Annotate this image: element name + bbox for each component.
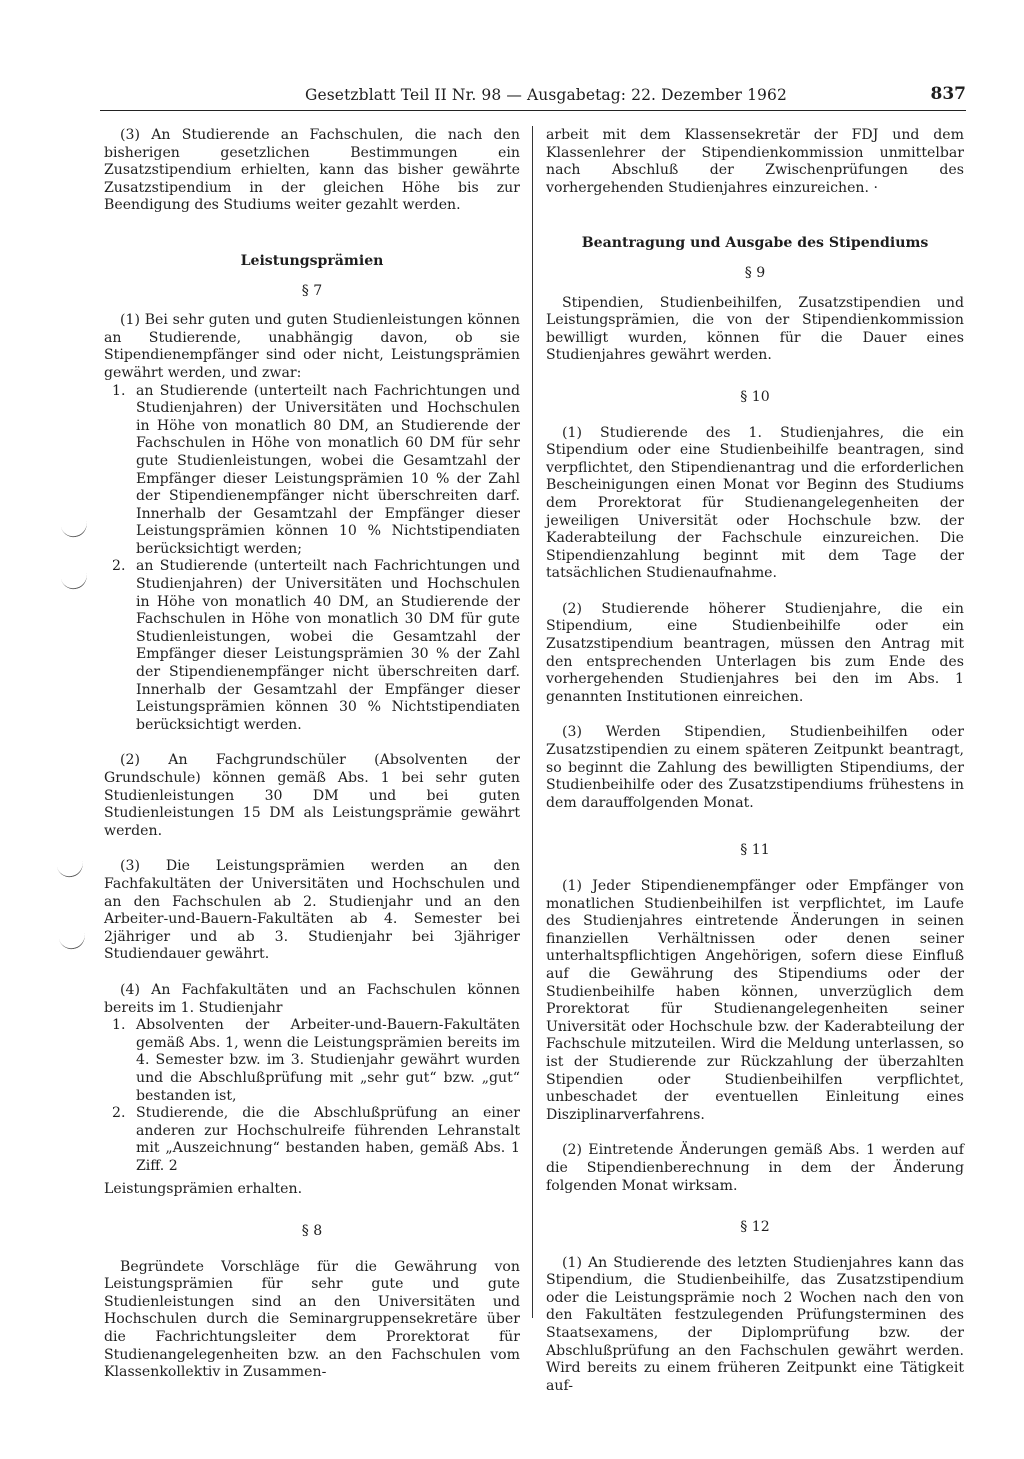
paragraph: (2) An Fachgrundschüler (Absolventen der Grundschule) können gemäß Abs. 1 bei sehr guten Studienleistungen 30 DM und bei guten Studienleistungen 15 DM als Leistungsprämie gewährt werden.: [104, 752, 520, 839]
numbered-list: [104, 1017, 520, 1175]
list-text: an Studierende (unterteilt nach Fachrichtungen und Studienjahren) der Universitäten und Hochschulen in Höhe von monatlich 80 DM, an Studierende der Fachschulen in Höhe von monatlich 60 DM für sehr gute Studienleistungen, wobei die Gesamtzahl der Empfänger dieser Leistungsprämien 10 % der Zahl der Stipendienempfänger nicht überschreiten darf. Innerhalb der Gesamtzahl der Empfänger dieser Leistungsprämien können 10 % Nichtstipendiaten berücksichtigt werden;: [136, 382, 520, 557]
paragraph: (2) Eintretende Änderungen gemäß Abs. 1 werden auf die Stipendienberechnung in dem der Änderung folgenden Monat wirksam.: [546, 1142, 964, 1194]
list-item: [104, 1105, 520, 1175]
paragraph: Begründete Vorschläge für die Gewährung von Leistungsprämien für sehr gute und gute Studienleistungen sind an den Universitäten und Hochschulen durch die Seminargruppensekretäre über die Fachrichtungsleiter dem Prorektorat für Studienangelegenheiten bzw. an den Fachschulen vom Klassenkollektiv in Zusammen-: [104, 1258, 520, 1381]
list-number: 1.: [112, 1017, 126, 1034]
paragraph: (1) An Studierende des letzten Studienjahres kann das Stipendium, die Studienbeihilfe, das Zusatzstipendium oder die Leistungsprämie noch 2 Wochen nach den von den Fakultäten festzulegenden Prüfungsterminen des Staatsexamens, der Diplomprüfung bzw. der Abschlußprüfung an den Fachschulen gewährt werden. Wird bereits zu einem früheren Zeitpunkt eine Tätigkeit auf-: [546, 1254, 964, 1394]
paragraph: (3) Werden Stipendien, Studienbeihilfen oder Zusatzstipendien zu einem späteren Zeitpunkt beantragt, so beginnt die Zahlung des bewilligten Stipendiums, der Studienbeihilfe oder des Zusatzstipendiums frühestens in dem darauffolgenden Monat.: [546, 724, 964, 811]
list-text: Absolventen der Arbeiter-und-Bauern-Fakultäten gemäß Abs. 1, wenn die Leistungsprämien bereits im 4. Semester bzw. im 3. Studienjahr gewährt wurden und die Abschlußprüfung mit „sehr gut“ bzw. „gut“ bestanden ist,: [136, 1017, 520, 1104]
list-item: [104, 558, 520, 734]
paragraph: (2) Studierende höherer Studienjahre, die ein Stipendium, eine Studienbeihilfe oder ein Zusatzstipendium beantragen, müssen den Antrag mit den entsprechenden Unterlagen bis zum Ende des vorhergehenden Studienjahres bei den im Abs. 1 genannten Institutionen einreichen.: [546, 600, 964, 705]
section-heading: Beantragung und Ausgabe des Stipendiums: [581, 235, 929, 252]
paragraph: arbeit mit dem Klassensekretär der FDJ und dem Klassenlehrer der Stipendienkommission unmittelbar nach Abschluß der Zwischenprüfungen des vorhergehenden Studienjahres einzureichen. ·: [546, 127, 964, 196]
list-text: Studierende, die die Abschlußprüfung an einer anderen zur Hochschulreife führenden Lehranstalt mit „Auszeichnung“ bestanden haben, gemäß Abs. 1 Ziff. 2: [136, 1105, 520, 1174]
section-heading: Leistungsprämien: [240, 252, 384, 269]
right-column: [546, 127, 964, 1395]
paragraph: Stipendien, Studienbeihilfen, Zusatzstipendien und Leistungsprämien, die von der Stipendienkommission bewilligt wurden, können für die Dauer eines Studienjahres gewährt werden.: [546, 294, 964, 364]
list-number: 1.: [112, 382, 126, 399]
paragraph-sign: § 8: [301, 1223, 323, 1240]
margin-check-mark: [61, 519, 90, 540]
paragraph-sign: § 12: [740, 1219, 770, 1236]
column-divider: [532, 126, 533, 1318]
numbered-list: [104, 383, 520, 735]
header-title: Gesetzblatt Teil II Nr. 98 — Ausgabetag: 22. Dezember 1962: [305, 86, 787, 104]
list-item: [104, 383, 520, 559]
paragraph-sign: § 10: [740, 388, 770, 405]
paragraph: (1) Studierende des 1. Studienjahres, die ein Stipendium oder eine Studienbeihilfe beantragen, sind verpflichtet, den Stipendienantrag und die erforderlichen Bescheinigungen einen Monat vor Beginn des Studiums dem Prorektorat für Studienangelegenheiten der jeweiligen Universität oder Hochschule bzw. der Kaderabteilung der Fachschule einzureichen. Die Stipendienzahlung beginnt mit dem Tage der tatsächlichen Studienaufnahme.: [546, 424, 964, 582]
page-number: 837: [930, 84, 966, 104]
margin-check-mark: [59, 931, 88, 952]
paragraph: (3) An Studierende an Fachschulen, die nach den bisherigen gesetzlichen Bestimmungen ein Zusatzstipendium erhielten, kann das bisher gewährte Zusatzstipendium in der gleichen Höhe bis zur Beendigung des Studiums weiter gezahlt werden.: [104, 127, 520, 214]
page-header: [100, 84, 966, 111]
paragraph-sign: § 11: [740, 842, 770, 859]
left-column: [104, 127, 520, 1382]
list-number: 2.: [112, 1105, 126, 1122]
paragraph: (4) An Fachfakultäten und an Fachschulen können bereits im 1. Studienjahr: [104, 981, 520, 1016]
paragraph: (3) Die Leistungsprämien werden an den Fachfakultäten der Universitäten und Hochschulen und an den Fachschulen ab 2. Studienjahr und an den Arbeiter-und-Bauern-Fakultäten ab 4. Semester bei 2jähriger und ab 3. Studienjahr bei 3jähriger Studiendauer gewährt.: [104, 858, 520, 963]
list-number: 2.: [112, 558, 126, 575]
margin-check-mark: [61, 571, 90, 592]
list-text: an Studierende (unterteilt nach Fachrichtungen und Studienjahren) der Universitäten und Hochschulen in Höhe von monatlich 40 DM, an Studierende der Fachschulen in Höhe von monatlich 30 DM für gute Studienleistungen, wobei die Gesamtzahl der Empfänger dieser Leistungsprämien 30 % der Zahl der Stipendienempfänger nicht überschreiten darf. Innerhalb der Gesamtzahl der Empfänger dieser Leistungsprämien können 30 % Nichtstipendiaten berücksichtigt werden.: [136, 558, 520, 733]
margin-check-mark: [57, 859, 86, 880]
paragraph-sign: § 9: [744, 264, 766, 281]
paragraph: (1) Bei sehr guten und guten Studienleistungen können an Studierende, unabhängig davon, ob sie Stipendienempfänger sind oder nicht, Leistungsprämien gewährt werden, und zwar:: [104, 312, 520, 381]
paragraph-sign: § 7: [301, 282, 323, 299]
paragraph: (1) Jeder Stipendienempfänger oder Empfänger von monatlichen Studienbeihilfen ist verpflichtet, im Laufe des Studienjahres eintretende Änderungen in seinen finanziellen Verhältnissen oder denen seiner unterhaltspflichtigen Angehörigen, sofern diese Einfluß auf die Gewährung des Stipendiums oder der Studienbeihilfe haben können, unverzüglich dem Prorektorat für Studienangelegenheiten seiner Universität oder Hochschule bzw. der Kaderabteilung der Fachschule mitzuteilen. Wird die Meldung unterlassen, so ist der Studierende zur Rückzahlung der überzahlten Stipendien oder Studienbeihilfen verpflichtet, unbeschadet der eventuellen Einleitung eines Disziplinarverfahrens.: [546, 878, 964, 1123]
list-item: [104, 1017, 520, 1105]
paragraph: Leistungsprämien erhalten.: [104, 1181, 303, 1198]
